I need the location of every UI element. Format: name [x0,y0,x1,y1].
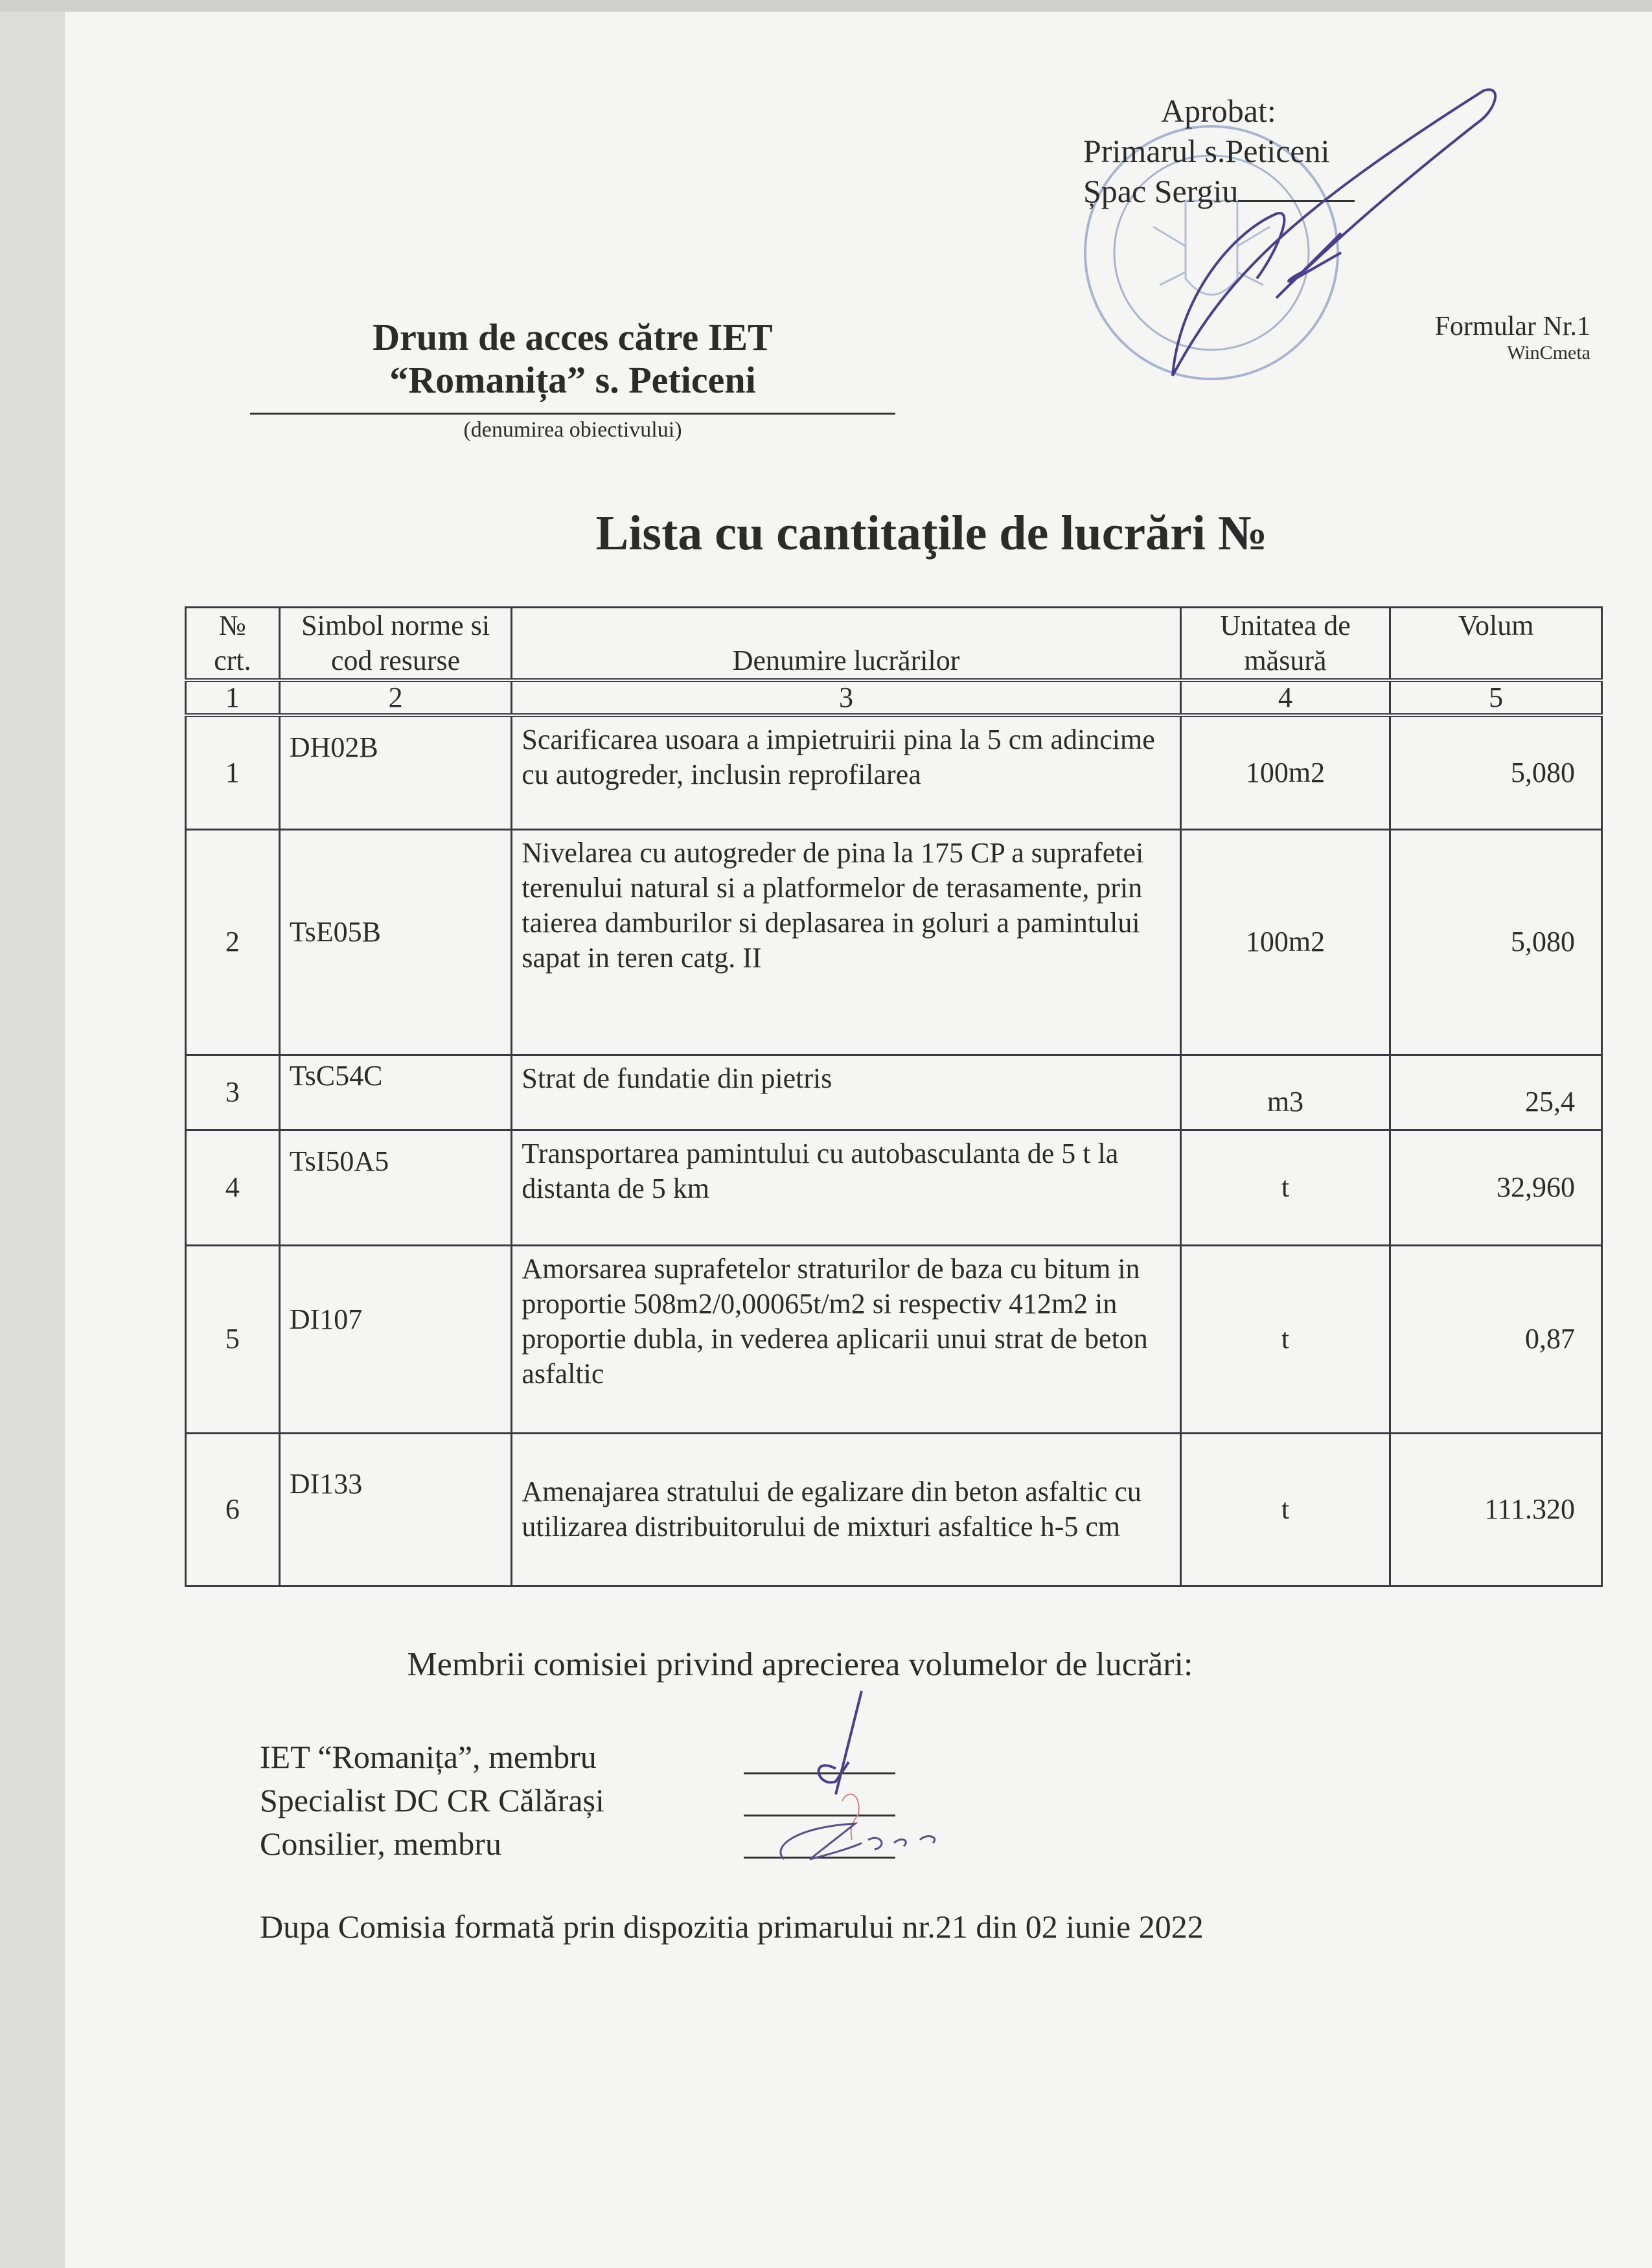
row-nr: 3 [186,1055,280,1130]
row-nr: 5 [186,1245,280,1433]
object-underline [250,413,895,415]
approver-title: Primarul s.Peticeni [1083,133,1330,169]
column-number: 3 [512,680,1180,715]
header-nr: № crt. [186,608,280,681]
approver-name: Șpac Sergiu [1083,173,1239,209]
row-name: Nivelarea cu autogreder de pina la 175 CP a suprafetei terenului natural si a platformelor de terasamente, prin taierea damburilor si deplasarea in goluri a pamintului sapat in teren catg. II [512,829,1180,1055]
row-nr: 4 [186,1130,280,1245]
object-title-line1: Drum de acces către IET [373,316,773,358]
object-title-line2: “Romanița” s. Peticeni [389,359,756,401]
object-title [250,316,895,402]
row-unit: t [1180,1130,1390,1245]
object-caption: (denumirea obiectivului) [463,418,682,442]
row-code: DH02B [279,715,512,829]
row-unit: t [1180,1245,1390,1433]
table-row [186,715,1602,829]
row-name: Scarificarea usoara a impietruirii pina la 5 cm adincime cu autogreder, inclusin reprofilarea [512,715,1180,829]
row-nr: 2 [186,829,280,1055]
row-unit: 100m2 [1180,715,1390,829]
row-volume: 5,080 [1390,715,1602,829]
commission-footer: Dupa Comisia formată prin dispozitia primarului nr.21 din 02 iunie 2022 [260,1908,1204,1945]
row-name: Amorsarea suprafetelor straturilor de baza cu bitum in proportie 508m2/0,00065t/m2 si respectiv 412m2 in proportie dubla, in vederea aplicarii unui strat de beton asfaltic [512,1245,1180,1433]
row-unit: 100m2 [1180,829,1390,1055]
form-software: WinCmeta [1507,342,1590,363]
row-volume: 111.320 [1390,1433,1602,1586]
column-number: 5 [1390,680,1602,715]
works-table [185,606,1603,1587]
row-name: Transportarea pamintului cu autobasculanta de 5 t la distanta de 5 km [512,1130,1180,1245]
table-row [186,1245,1602,1433]
row-code: TsE05B [279,829,512,1055]
table-row [186,1130,1602,1245]
table-row [186,1433,1602,1586]
commission-heading: Membrii comisiei privind aprecierea volumelor de lucrări: [407,1646,1193,1683]
header-volume: Volum [1390,608,1602,681]
row-volume: 5,080 [1390,829,1602,1055]
row-code: TsC54C [279,1055,512,1130]
approval-label: Aprobat: [1161,93,1276,129]
member-signatures [732,1684,1056,1866]
row-code: DI107 [279,1245,512,1433]
row-name: Amenajarea stratului de egalizare din beton asfaltic cu utilizarea distribuitorului de mixturi asfaltice h-5 cm [512,1433,1180,1586]
form-number: Formular Nr.1 [1434,312,1590,341]
table-header [186,608,1602,681]
row-unit: m3 [1180,1055,1390,1130]
commission-member: Specialist DC CR Călărași [260,1782,604,1818]
form-label [1435,311,1590,364]
column-number: 4 [1180,680,1390,715]
row-volume: 25,4 [1390,1055,1602,1130]
header-code: Simbol norme si cod resurse [279,608,512,681]
row-nr: 1 [186,715,280,829]
scan-edge [0,0,65,2268]
row-code: TsI50A5 [279,1130,512,1245]
commission-member: IET “Romanița”, membru [260,1739,597,1775]
document-title: Lista cu cantitaţile de lucrări № [595,506,1268,560]
header-unit: Unitatea de măsură [1180,608,1390,681]
row-volume: 0,87 [1390,1245,1602,1433]
table-row [186,1055,1602,1130]
row-unit: t [1180,1433,1390,1586]
column-numbers-row [186,680,1602,715]
column-number: 2 [279,680,512,715]
header-name: Denumire lucrărilor [512,608,1180,681]
column-number: 1 [186,680,280,715]
row-nr: 6 [186,1433,280,1586]
table-row [186,829,1602,1055]
row-name: Strat de fundatie din pietris [512,1055,1180,1130]
row-code: DI133 [279,1433,512,1586]
row-volume: 32,960 [1390,1130,1602,1245]
commission-member: Consilier, membru [260,1826,501,1862]
scan-edge-top [0,0,1652,12]
